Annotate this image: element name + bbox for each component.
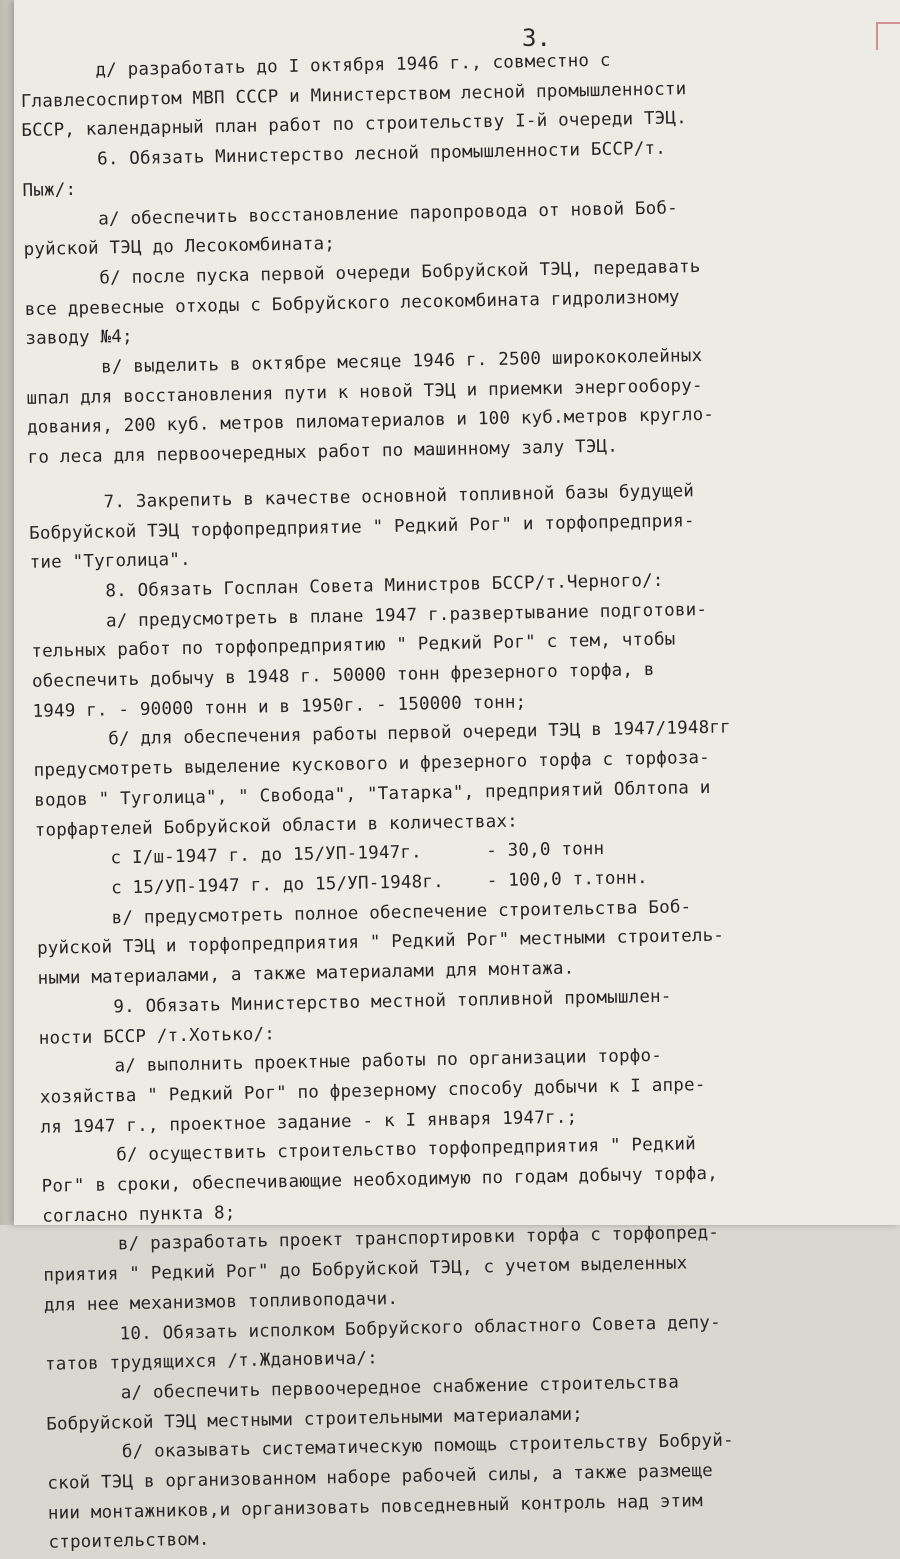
text-line: хозяйства " Редкий Рог" по фрезерному способу добычи к I апре-: [39, 1074, 706, 1108]
text-line: заводу №4;: [25, 327, 133, 350]
page-edge: [0, 0, 14, 1225]
text-line: б/ для обеспечения работы первой очереди ТЭЦ в 1947/1948гг: [32, 717, 732, 752]
text-line: 1949 г. - 90000 тонн и в 1950г. - 150000 тонн;: [32, 692, 527, 722]
text-line: шпал для восстановления пути к новой ТЭЦ и приемки энергообору-: [26, 375, 703, 409]
text-line: Пыж/:: [22, 179, 77, 201]
text-line: в/ разработать проект транспортировки торфа с торфопред-: [42, 1223, 720, 1257]
text-line: а/ обеспечить первоочередное снабжение строительства: [45, 1372, 680, 1405]
text-line: ности БССР /т.Хотько/:: [38, 1023, 276, 1049]
text-line: для нее механизмов топливоподачи.: [43, 1288, 399, 1316]
text-line: строительством.: [48, 1530, 210, 1554]
text-line: руйской ТЭЦ и торфопредприятия " Редкий Рог" местными строитель-: [36, 926, 725, 960]
page-number: 3.: [522, 24, 551, 52]
text-line: б/ после пуска первой очереди Бобруйской ТЭЦ, передавать: [24, 256, 701, 290]
text-line: приятия " Редкий Рог" до Бобруйской ТЭЦ, с учетом выделенных: [43, 1253, 688, 1286]
text-line: 10. Обязать исполком Бобруйского областного Совета депу-: [44, 1312, 721, 1346]
text-line: все древесные отходы с Бобруйского лесокомбината гидролизному: [24, 287, 680, 320]
text-line: в/ предусмотреть полное обеспечение строительства Боб-: [36, 896, 692, 930]
text-line: ской ТЭЦ в организованном наборе рабочей силы, а также размеще: [47, 1461, 714, 1494]
text-line: татов трудящихся /т.Ждановича/:: [44, 1348, 379, 1375]
text-line: ными материалами, а также материалами для монтажа.: [37, 958, 575, 989]
text-line: нии монтажников,и организовать повседневный контроль над этим: [47, 1490, 703, 1524]
text-line: а/ предусмотреть в плане 1947 г.развертывание подготови-: [30, 599, 708, 633]
text-line: тие "Туголица".: [29, 550, 191, 574]
text-line: предусмотреть выделение кускового и фрезерного торфа с торфоза-: [33, 748, 711, 782]
text-line: руйской ТЭЦ до Лесокомбината;: [23, 234, 336, 261]
text-line: го леса для первоочередных работ по машинному залу ТЭЦ.: [27, 436, 619, 469]
text-line: д/ разработать до I октября 1946 г., совместно с: [20, 50, 611, 82]
text-line: 8. Обязать Госплан Совета Министров БССР/т.Черного/:: [30, 570, 664, 603]
text-line: торфартелей Бобруйской области в количествах:: [34, 811, 519, 841]
text-line: БССР, календарный план работ по строительству I-й очереди ТЭЦ.: [21, 108, 688, 142]
text-line: согласно пункта 8;: [42, 1202, 236, 1227]
text-line: с 15/УП-1947 г. до 15/УП-1948г. - 100,0 т.тонн.: [35, 868, 649, 900]
text-line: б/ оказывать систематическую помощь строительству Бобруй-: [46, 1430, 734, 1465]
text-line: обеспечить добычу в 1948 г. 50000 тонн фрезерного торфа, в: [31, 659, 655, 692]
text-line: 7. Закрепить в качестве основной топливной базы будущей: [28, 480, 695, 514]
text-line: 9. Обязать Министерство местной топливной промышлен-: [38, 986, 672, 1019]
text-line: в/ выделить в октябре месяце 1946 г. 2500 ширококолейных: [25, 345, 703, 379]
text-line: Бобруйской ТЭЦ торфопредприятие " Редкий Рог" и торфопредприя-: [28, 510, 695, 544]
text-line: Бобруйской ТЭЦ местными строительными материалами;: [46, 1404, 584, 1435]
text-line: тельных работ по торфопредприятию " Редкий Рог" с тем, чтобы: [31, 629, 676, 663]
text-line: а/ выполнить проектные работы по организации торфо-: [39, 1046, 663, 1079]
text-line: дования, 200 куб. метров пиломатериалов и 100 куб.метров кругло-: [26, 405, 715, 439]
document-text: [20, 41, 900, 1558]
text-line: ля 1947 г., проектное задание - к I января 1947г.;: [40, 1107, 578, 1138]
text-line: а/ обеспечить восстановление паропровода от новой Боб-: [22, 197, 679, 231]
text-line: с I/ш-1947 г. до 15/УП-1947г. - 30,0 тонн: [35, 839, 605, 871]
text-line: Главлесоспиртом МВП СССР и Министерством лесной промышленности: [20, 78, 687, 112]
text-line: водов " Туголица", " Свобода", "Татарка", предприятий Облтопа и: [34, 777, 711, 811]
text-line: б/ осуществить строительство торфопредприятия " Редкий: [40, 1134, 697, 1168]
text-line: 6. Обязать Министерство лесной промышленности БССР/т.: [21, 138, 667, 172]
text-line: Рог" в сроки, обеспечивающие необходимую по годам добычу торфа,: [41, 1163, 719, 1197]
